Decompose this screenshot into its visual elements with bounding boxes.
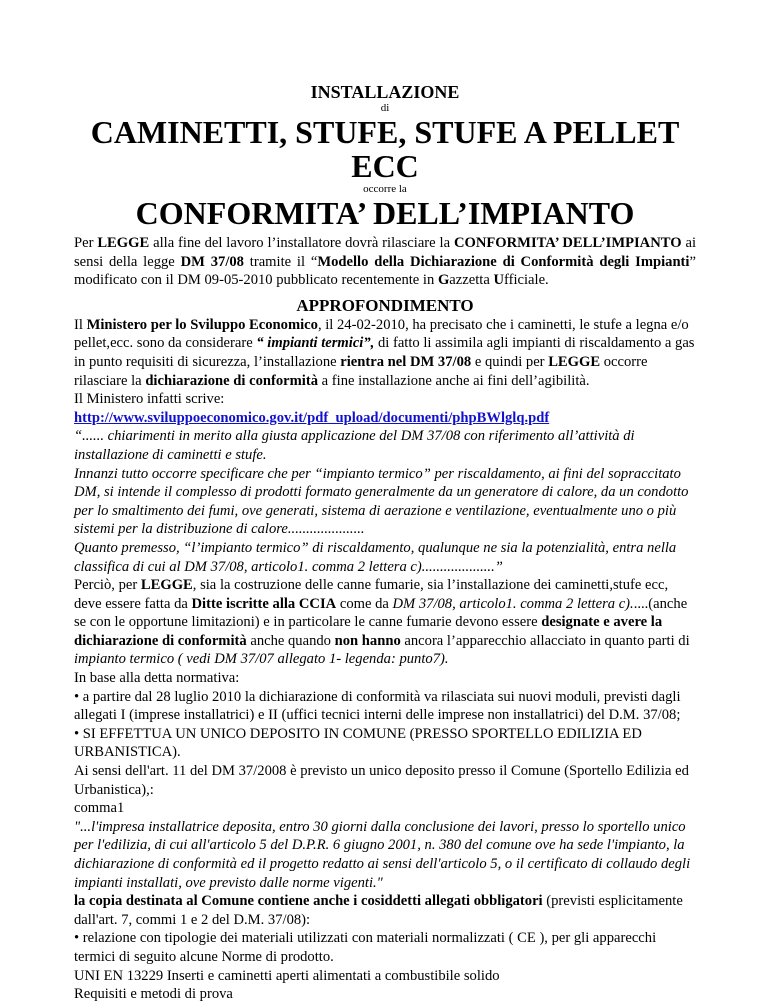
ministry-line: Il Ministero infatti scrive: bbox=[74, 391, 225, 408]
norm-requisiti: Requisiti e metodi di prova bbox=[74, 986, 233, 1003]
paragraph-ministero: Il Ministero per lo Sviluppo Economico, il 24-02-2010, ha precisato che i caminetti, le stufe a legna e/o pellet,ecc. sono da considerare “ impianti termici”, di fatto li assimila agli impianti di riscaldamento a gas in punto requisiti di sicurezza, l’installazione rientra nel DM 37/08 e quindi per LEGGE occorre rilasciare la dichiarazione di conformità a fine installazione anche ai fini dell’agibilità. bbox=[74, 316, 695, 389]
quote-impianto-termico: Innanzi tutto occorre specificare che per “impianto termico” per riscaldamento, ai fini del sopraccitato DM, si intende il complesso di prodotti formato generalmente da un generatore di calore, da un condotto per lo smaltimento dei fumi, ove generati, sistema di aerazione e ventilazione, eventualmente uno o più sistemi per la distribuzione di calore..................... bbox=[74, 465, 689, 538]
comma-label: comma1 bbox=[74, 800, 125, 817]
base-line: In base alla detta normativa: bbox=[74, 670, 240, 687]
subtitle-occorre: occorre la bbox=[363, 183, 407, 195]
quote-chiarimenti: “...... chiarimenti in merito alla giusta applicazione del DM 37/08 con riferimento all’attività di installazione di caminetti e stufe. bbox=[74, 428, 635, 463]
ministry-pdf-link[interactable]: http://www.sviluppoeconomico.gov.it/pdf_upload/documenti/phpBWlglq.pdf bbox=[74, 409, 550, 426]
title-installazione: INSTALLAZIONE bbox=[310, 82, 460, 102]
norm-uni-en: UNI EN 13229 Inserti e caminetti aperti alimentati a combustibile solido bbox=[74, 967, 500, 984]
intro-paragraph: Per LEGGE alla fine del lavoro l’installatore dovrà rilasciare la CONFORMITA’ DELL’IMPIANTO ai sensi della legge DM 37/08 tramite il “Modello della Dichiarazione di Conformità degli Impianti” modificato con il DM 09-05-2010 pubblicato recentemente in Gazzetta Ufficiale. bbox=[74, 235, 696, 289]
bullet-relazione: • relazione con tipologie dei materiali utilizzati con materiali normalizzati ( CE ), per gli apparecchi termici di seguito alcune Norme di prodotto. bbox=[74, 930, 657, 965]
title-conformita: CONFORMITA’ DELL’IMPIANTO bbox=[135, 195, 635, 231]
quote-impresa: "...l'impresa installatrice deposita, entro 30 giorni dalla conclusione dei lavori, presso lo sportello unico per l'edilizia, di cui all'articolo 5 del D.P.R. 6 giugno 2001, n. 380 del comune ove ha sede l'impianto, la dichiarazione di conformità ed il progetto redatto ai sensi dell'articolo 5, o il certificato di collaudo degli impianti installati, ove previsto dalle norme vigenti." bbox=[74, 818, 691, 891]
bullet-deposito: • SI EFFETTUA UN UNICO DEPOSITO IN COMUNE (PRESSO SPORTELLO EDILIZIA ED URBANISTICA). bbox=[74, 725, 642, 761]
bullet-moduli: • a partire dal 28 luglio 2010 la dichiarazione di conformità va rilasciata sui nuovi moduli, previsti dagli allegati I (imprese installatrici) e II (uffici tecnici interni delle imprese non installatrici) del D.M. 37/08; bbox=[74, 688, 681, 724]
paragraph-legge: Perciò, per LEGGE, sia la costruzione delle canne fumarie, sia l’installazione dei caminetti,stufe ecc, deve essere fatta da Ditte iscritte alla CCIA come da DM 37/08, articolo1. comma 2 lettera c).....(anche se con le opportune limitazioni) e in particolare le canne fumarie devono essere designate e avere la dichiarazione di conformità anche quando non hanno ancora l’apparecchio allacciato in quanto parti di impianto termico ( vedi DM 37/07 allegato 1- legenda: punto7). bbox=[74, 577, 690, 668]
subtitle-di: di bbox=[380, 102, 390, 114]
paragraph-art11: Ai sensi dell'art. 11 del DM 37/2008 è previsto un unico deposito presso il Comune (Sportello Edilizia ed Urbanistica),: bbox=[74, 763, 689, 798]
paragraph-copia-comune: la copia destinata al Comune contiene anche i cosiddetti allegati obbligatori (previsti esplicitamente dall'art. 7, commi 1 e 2 del D.M. 37/08): bbox=[74, 893, 683, 928]
section-title-approfondimento: APPROFONDIMENTO bbox=[296, 295, 474, 315]
document-page bbox=[74, 82, 696, 1004]
quote-premesso: Quanto premesso, “l’impianto termico” di riscaldamento, qualunque ne sia la potenzialità, entra nella classifica di cui al DM 37/08, articolo1. comma 2 lettera c)....................” bbox=[74, 539, 677, 575]
title-caminetti: CAMINETTI, STUFE, STUFE A PELLET ECC bbox=[90, 114, 680, 184]
